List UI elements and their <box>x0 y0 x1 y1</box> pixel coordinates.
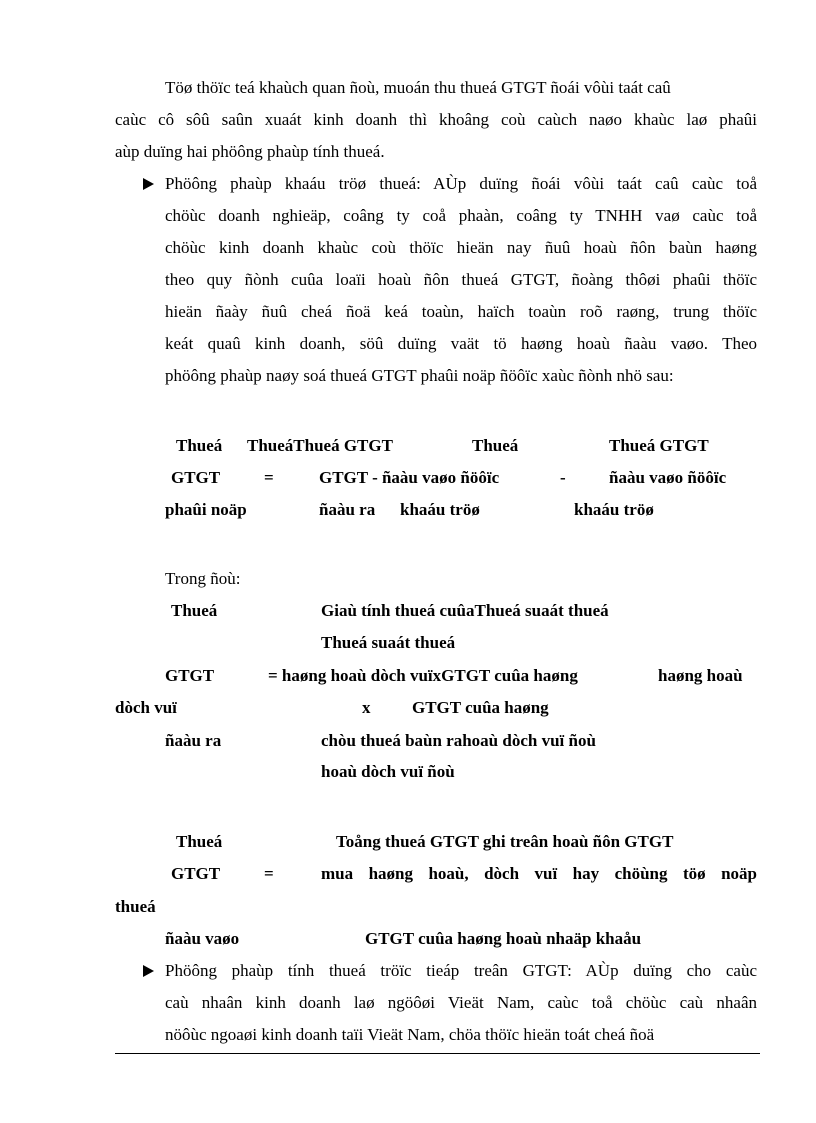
bullet1-line-3: chöùc kinh doanh khaùc coù thöïc hieän nay ñuû hoaù ñôn baùn haøng <box>165 238 757 257</box>
formula1-r2-minus: - <box>560 468 566 487</box>
formula2-r2-rate: Thueá suaát thueá <box>321 633 456 652</box>
bullet1-line-5: hieän ñaày ñuû cheá ñoä keá toaùn, haïch toaùn roõ raøng, trung thöïc <box>165 302 757 321</box>
formula2-intro: Trong ñoù: <box>165 569 241 588</box>
bullet2-line-3: nöôùc ngoaøi kinh doanh taïi Vieät Nam, chöa thöïc hieän toát cheá ñoä <box>165 1025 655 1044</box>
formula2-r5-taxable: chòu thueá baùn rahoaù dòch vuï ñoù <box>321 731 596 750</box>
intro-line-1: Töø thöïc teá khaùch quan ñoù, muoán thu thueá GTGT ñoái vôùi taát caû <box>165 78 671 97</box>
formula2-r4-gtgt-goods: GTGT cuûa haøng <box>412 698 549 717</box>
formula3-r1-total: Toång thueá GTGT ghi treân hoaù ñôn GTGT <box>336 832 674 851</box>
bullet-arrow-icon <box>143 178 154 190</box>
formula3-r2-gtgt: GTGT <box>171 864 221 883</box>
formula1-r3-output: ñaàu ra <box>319 500 376 519</box>
bullet1-line-6: keát quaû kinh doanh, söû duïng vaät tö haøng hoaù ñaàu vaøo. Theo <box>165 334 757 353</box>
bullet1-line-4: theo quy ñònh cuûa loaïi hoaù ñôn thueá GTGT, ñoàng thôøi phaûi thöïc <box>165 270 757 289</box>
formula3-r2-purchase: mua haøng hoaù, dòch vuï hay chöùng töø noäp <box>321 864 757 883</box>
intro-line-2: caùc cô sôû saûn xuaát kinh doanh thì khoâng coù caùch naøo khaùc laø phaûi <box>115 110 757 129</box>
formula1-r1-tax-gtgt: ThueáThueá GTGT <box>247 436 393 455</box>
bullet1-line-2: chöùc doanh nghieäp, coâng ty coå phaàn, coâng ty TNHH vaø caùc toå <box>165 206 757 225</box>
intro-line-3: aùp duïng hai phöông phaùp tính thueá. <box>115 142 385 161</box>
formula1-r3-payable: phaûi noäp <box>165 500 247 519</box>
formula3-r1-tax: Thueá <box>176 832 223 851</box>
formula2-r6-service: hoaù dòch vuï ñoù <box>321 762 455 781</box>
formula2-r3-gtgt: GTGT <box>165 666 215 685</box>
bullet2-line-2: caù nhaân kinh doanh laø ngöôøi Vieät Nam, caùc toå chöùc caù nhaân <box>165 993 757 1012</box>
formula1-r3-deductible: khaáu tröø <box>400 500 480 519</box>
formula1-r2-equals: = <box>264 468 274 487</box>
formula1-r1-tax-label: Thueá <box>176 436 223 455</box>
formula2-r1-tax: Thueá <box>171 601 218 620</box>
footer-rule <box>115 1053 760 1054</box>
formula2-r3-formula: = haøng hoaù dòch vuïxGTGT cuûa haøng <box>268 666 578 685</box>
formula2-r4-service: dòch vuï <box>115 698 177 717</box>
formula2-r4-times: x <box>362 698 371 717</box>
formula2-r5-output: ñaàu ra <box>165 731 222 750</box>
formula1-r2-input-tax: GTGT - ñaàu vaøo ñöôïc <box>319 468 500 487</box>
formula1-r2-input-tax-col4: ñaàu vaøo ñöôïc <box>609 468 727 487</box>
bullet1-line-1: Phöông phaùp khaáu tröø thueá: AÙp duïng ñoái vôùi taát caû caùc toå <box>165 174 757 193</box>
bullet2-line-1: Phöông phaùp tính thueá tröïc tieáp treân GTGT: AÙp duïng cho caùc <box>165 961 757 980</box>
formula1-r2-gtgt: GTGT <box>171 468 221 487</box>
formula3-r2-equals: = <box>264 864 274 883</box>
formula2-r3-goods: haøng hoaù <box>658 666 743 685</box>
formula1-r1-tax-gtgt-col4: Thueá GTGT <box>609 436 709 455</box>
formula1-r1-tax-col3: Thueá <box>472 436 519 455</box>
formula3-r4-import: GTGT cuûa haøng hoaù nhaäp khaåu <box>365 929 642 948</box>
formula2-r1-price: Giaù tính thueá cuûaThueá suaát thueá <box>321 601 609 620</box>
bullet1-line-7: phöông phaùp naøy soá thueá GTGT phaûi noäp ñöôïc xaùc ñònh nhö sau: <box>165 366 674 385</box>
formula3-r3-tax: thueá <box>115 897 156 916</box>
bullet-arrow-icon <box>143 965 154 977</box>
formula3-r4-input: ñaàu vaøo <box>165 929 240 948</box>
formula1-r3-deductible-col4: khaáu tröø <box>574 500 654 519</box>
